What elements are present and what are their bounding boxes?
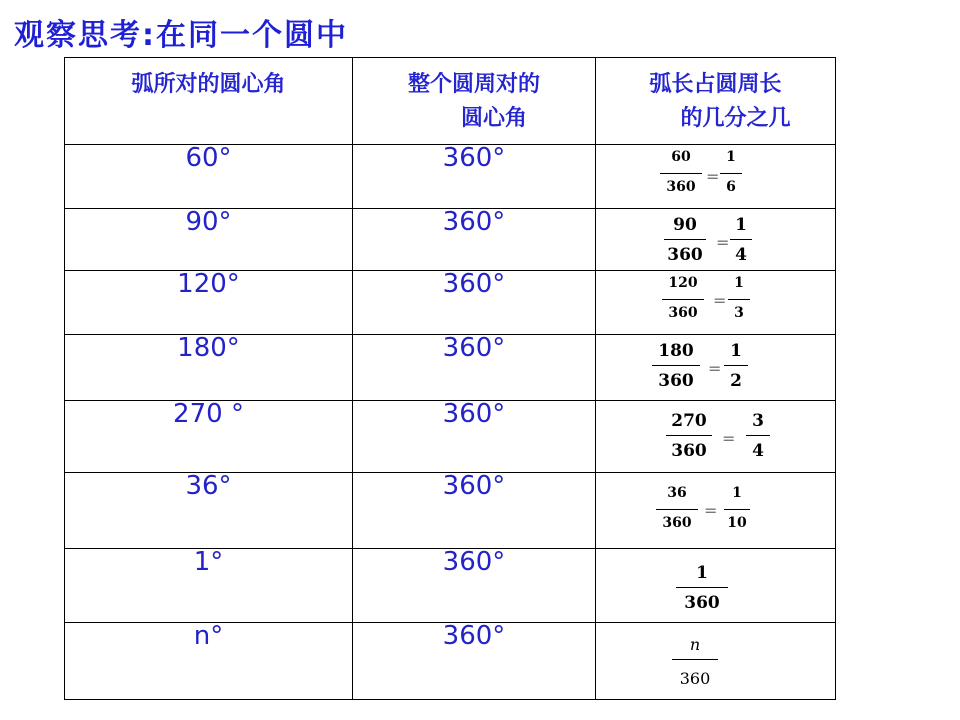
fraction-bar [664,239,706,240]
fraction-bar [666,435,712,436]
fraction-cell [596,549,836,623]
fraction-bar [662,299,704,300]
fraction-bar [746,435,770,436]
angle-cell: n° [65,623,353,700]
fraction-cell [596,271,836,335]
fraction-bar [728,299,750,300]
header-central-angle [65,58,353,145]
total-angle-cell: 360° [353,145,596,209]
numerator: 1 [696,563,708,583]
table-header-row [65,58,836,145]
denominator: 360 [684,593,720,613]
numerator: 270 [671,411,707,431]
denominator: 360 [658,371,694,391]
page-title: 观察思考:在同一个圆中 [14,18,348,53]
total-angle-cell: 360° [353,623,596,700]
fraction-bar [660,173,702,174]
fraction-cell [596,473,836,549]
numerator: 1 [732,485,742,501]
equals-sign: = [704,501,718,520]
equals-sign: = [716,233,730,252]
table-row [65,549,836,623]
fraction-bar [720,173,742,174]
denominator: 360 [668,305,698,321]
total-angle-cell: 360° [353,549,596,623]
header-fraction-of-circumference [596,58,836,145]
angle-cell: 270 ° [65,401,353,473]
equals-sign: = [722,429,736,448]
equals-sign: = [706,167,720,186]
total-angle-cell: 360° [353,401,596,473]
denominator: 360 [671,441,707,461]
equals-sign: = [708,359,722,378]
fraction-cell [596,209,836,271]
denominator: 360 [667,245,703,265]
header-col2-line1: 整个圆周对的 [407,72,540,97]
table-row [65,271,836,335]
denominator: 360 [679,669,711,688]
header-col3-line2: 的几分之几 [680,106,791,131]
denominator: 6 [726,179,736,195]
fraction-cell [596,145,836,209]
total-angle-cell: 360° [353,335,596,401]
denominator: 4 [752,441,764,461]
table-row [65,473,836,549]
angle-cell: 1° [65,549,353,623]
table-row [65,335,836,401]
angle-cell: 36° [65,473,353,549]
numerator: 90 [673,215,697,235]
numerator: 60 [671,149,691,165]
numerator: 1 [735,215,747,235]
denominator: 2 [730,371,742,391]
denominator: 10 [727,515,747,531]
angle-cell: 90° [65,209,353,271]
numerator: 36 [667,485,687,501]
fraction-cell [596,401,836,473]
header-col3-line1: 弧长占圆周长 [649,72,782,97]
denominator: 360 [666,179,696,195]
angle-cell: 120° [65,271,353,335]
denominator: 3 [734,305,744,321]
header-col2-line2: 圆心角 [460,106,527,131]
numerator: 1 [734,275,744,291]
fraction-bar [652,365,700,366]
fraction-bar [724,365,748,366]
fraction-bar [656,509,698,510]
equals-sign: = [713,291,727,310]
fraction-cell [596,335,836,401]
angle-fraction-table [64,57,836,700]
numerator: 180 [658,341,694,361]
numerator: 120 [668,275,698,291]
fraction-bar [676,587,728,588]
fraction-single [668,635,722,695]
table-row [65,145,836,209]
fraction-cell [596,623,836,700]
numerator: 1 [730,341,742,361]
fraction-bar [672,659,718,660]
header-full-circle-angle [353,58,596,145]
angle-cell: 180° [65,335,353,401]
denominator: 360 [662,515,692,531]
numerator: 1 [726,149,736,165]
total-angle-cell: 360° [353,271,596,335]
fraction-bar [730,239,752,240]
numerator: n [689,635,701,654]
total-angle-cell: 360° [353,473,596,549]
denominator: 4 [735,245,747,265]
table-row [65,209,836,271]
table-row [65,623,836,700]
table-row [65,401,836,473]
angle-cell: 60° [65,145,353,209]
numerator: 3 [752,411,764,431]
header-col1-label: 弧所对的圆心角 [131,72,286,97]
fraction-bar [724,509,750,510]
total-angle-cell: 360° [353,209,596,271]
